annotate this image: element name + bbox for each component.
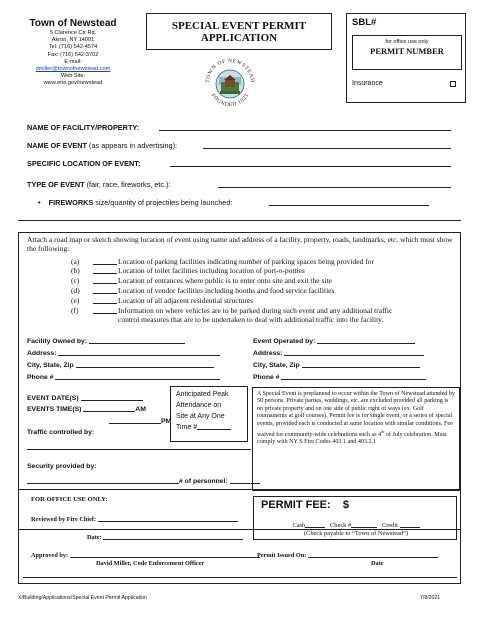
- event-type-field[interactable]: [218, 187, 451, 188]
- owner-city-row: [27, 361, 214, 369]
- review-date-label: Date:: [87, 534, 102, 541]
- permit-fee-box: [253, 496, 457, 540]
- town-seal-logo: [201, 56, 259, 108]
- town-tel: Tel: (716) 542-4574: [48, 44, 98, 51]
- map-item-blank[interactable]: [93, 277, 117, 284]
- town-address-line1: 5 Clarence Ctr Rd.: [49, 30, 97, 36]
- map-item-letter: (b): [71, 266, 80, 275]
- owner-address-label: Address:: [27, 350, 57, 357]
- operator-address-field[interactable]: [284, 349, 424, 356]
- office-use-box: [352, 35, 462, 70]
- map-item-text: Location of vendor facilities including booths and food service facilities: [118, 286, 335, 295]
- owner-city-label: City, State, Zip: [27, 362, 74, 369]
- operator-address-label: Address:: [253, 350, 283, 357]
- event-time-pm-field[interactable]: [109, 417, 161, 424]
- facility-label: NAME OF FACILITY/PROPERTY:: [27, 123, 140, 132]
- footer-date: 7/8/2021: [420, 595, 441, 601]
- security-field[interactable]: [27, 477, 179, 484]
- town-info: [18, 18, 128, 88]
- fireworks-note: size/quantity of projectiles being launched:: [95, 198, 233, 207]
- check-label: Check #: [330, 522, 352, 529]
- map-item-f-continued: control measures that are to be undertaken to deal with additional traffic into the facility.: [118, 315, 384, 324]
- map-item-letter: (d): [71, 286, 80, 295]
- map-item-blank[interactable]: [93, 258, 117, 265]
- insurance-checkbox[interactable]: [450, 81, 456, 87]
- peak-line4-row: [176, 422, 247, 433]
- owner-address-field[interactable]: [58, 349, 220, 356]
- event-dates-field[interactable]: [81, 394, 143, 401]
- personnel-row: [27, 477, 260, 485]
- operator-phone-field[interactable]: [281, 373, 426, 380]
- officer-name: David Miller, Code Enforcement Officer: [96, 560, 205, 567]
- peak-line1: Anticipated Peak: [176, 391, 229, 398]
- town-fax: Fax: (716) 542-3702: [47, 51, 99, 58]
- map-item-f: [71, 306, 392, 315]
- event-time-pm-row: [109, 417, 171, 425]
- separator-line: [18, 220, 461, 221]
- operator-city-field[interactable]: [302, 361, 420, 368]
- operator-phone-row: [253, 373, 426, 381]
- map-item-text: Information on where vehicles are to be parked during such event and any additional traffic: [118, 306, 393, 315]
- form-title-box: [146, 13, 332, 50]
- insurance-label: Insurance: [352, 80, 383, 87]
- sbl-label: SBL#: [352, 17, 377, 28]
- form-title-line2: APPLICATION: [200, 32, 278, 44]
- cash-label: Cash: [292, 522, 306, 529]
- am-label: AM: [135, 406, 146, 413]
- map-item-a: [71, 257, 374, 266]
- fireworks-title: FIREWORKS: [48, 198, 94, 207]
- peak-line3: Site at Any One: [176, 413, 225, 420]
- peak-line4: Time #: [176, 424, 198, 431]
- map-item-blank[interactable]: [93, 297, 117, 304]
- event-type-label: [27, 180, 171, 189]
- map-item-text: Location of toilet facilities including location of port-o-potties: [118, 266, 305, 275]
- location-label: SPECIFIC LOCATION OF EVENT:: [27, 159, 141, 168]
- owner-phone-field[interactable]: [55, 373, 220, 380]
- operated-by-row: [253, 337, 415, 345]
- operator-city-row: [253, 361, 420, 369]
- event-type-note: (fair, race, fireworks, etc.):: [86, 180, 171, 189]
- review-date-field[interactable]: [103, 533, 243, 540]
- traffic-field[interactable]: [27, 449, 251, 450]
- credit-label: Credit: [381, 522, 398, 529]
- event-times-row: [27, 405, 146, 413]
- map-item-blank[interactable]: [93, 287, 117, 294]
- peak-line2: Attendance on: [176, 402, 222, 409]
- event-name-field[interactable]: [203, 148, 451, 149]
- map-item-blank[interactable]: [93, 267, 117, 274]
- personnel-label: # of personnel:: [179, 478, 228, 485]
- reviewed-row: [31, 515, 238, 523]
- office-bottom-line: [23, 577, 457, 578]
- email-label: E-mail:: [64, 58, 82, 65]
- approved-label: Approved by:: [31, 552, 69, 559]
- reviewed-label: Reviewed by Fire Chief:: [31, 516, 97, 523]
- permit-fee-label: PERMIT FEE:: [261, 499, 331, 511]
- event-dates-row: [27, 394, 143, 402]
- operated-by-field[interactable]: [317, 337, 415, 344]
- map-item-text: Location of all adjacent residential structures: [118, 296, 254, 305]
- office-use-label: for office use only: [385, 39, 429, 45]
- event-times-label: EVENTS TIME(S): [27, 406, 82, 413]
- map-item-d: [71, 286, 334, 295]
- approved-row: [31, 551, 260, 559]
- map-item-c: [71, 276, 332, 285]
- operator-phone-label: Phone #: [253, 374, 280, 381]
- issued-label: Permit Issued On:: [257, 552, 307, 559]
- map-item-b: [71, 266, 305, 275]
- fireworks-field[interactable]: [269, 205, 429, 206]
- event-name-note: (as appears in advertising):: [89, 141, 178, 150]
- sbl-box: [346, 13, 466, 103]
- owner-phone-label: Phone #: [27, 374, 54, 381]
- web-link[interactable]: www.erie.gov/newstead: [43, 80, 103, 87]
- note-text-tail: of July celebration. Must comply with NY S Fire Codes 403.1 and 403.2.1: [257, 432, 447, 446]
- web-label: Web Site:: [60, 73, 86, 80]
- reviewed-field[interactable]: [98, 515, 238, 522]
- issued-field[interactable]: [308, 551, 438, 558]
- operator-address-row: [253, 349, 424, 357]
- fireworks-label: [38, 198, 232, 207]
- event-type-title: TYPE OF EVENT: [27, 180, 85, 189]
- map-item-letter: (a): [71, 257, 80, 266]
- event-name-title: NAME OF EVENT: [27, 141, 87, 150]
- check-number-field[interactable]: [351, 521, 377, 528]
- peak-attendance-box: [170, 386, 248, 442]
- map-item-e: [71, 296, 253, 305]
- issued-date-label: Date: [371, 560, 384, 567]
- facility-field[interactable]: [159, 130, 451, 131]
- check-payable-note: (Check payable to “Town of Newstead”): [303, 530, 409, 537]
- security-label: Security provided by:: [27, 463, 97, 470]
- map-item-text: Location of entrances where public is to enter onto site and exit the site: [118, 276, 332, 285]
- note-superscript: th: [381, 429, 385, 435]
- town-address-line2: Akron, NY 14001: [51, 37, 95, 44]
- map-item-text: Location of parking facilities indicating number of parking spaces being provided for: [118, 257, 374, 266]
- special-event-note: [252, 387, 460, 491]
- approved-field[interactable]: [70, 551, 260, 558]
- issued-row: [257, 551, 438, 559]
- map-item-blank[interactable]: [93, 307, 117, 314]
- owner-city-field[interactable]: [76, 361, 214, 368]
- note-text: A Special Event is preplanned to occur within the Town of Newstead attended by 50 persons. Private parties, weddings, etc. are excluded provided all parking is on private property and on one side of public right of ways (ex. Golf tournaments at golf courses). Permit fee is for single event, or a series of special events, provided each is conducted at same location with similar conditions. Fee waived for community-wide celebrations such as 4: [257, 391, 455, 439]
- map-item-letter: (f): [71, 306, 79, 315]
- office-use-header: FOR OFFICE USE ONLY:: [31, 496, 108, 503]
- bullet-icon: •: [38, 198, 47, 207]
- svg-text:TOWN OF NEWSTEAD: TOWN OF NEWSTEAD: [204, 57, 256, 84]
- dollar-sign: $: [342, 499, 350, 511]
- payment-options: [254, 521, 458, 529]
- owner-address-row: [27, 349, 220, 357]
- map-item-letter: (e): [71, 296, 80, 305]
- town-name: Town of Newstead: [29, 18, 117, 29]
- pm-label: PM: [161, 418, 172, 425]
- email-link[interactable]: dmiller@townofnewstead.com: [35, 66, 111, 73]
- owned-by-label: Facility Owned by:: [27, 338, 88, 345]
- svg-text:FOUNDED 1823: FOUNDED 1823: [209, 92, 251, 108]
- owned-by-field[interactable]: [89, 337, 185, 344]
- credit-field[interactable]: [400, 521, 420, 528]
- traffic-label: Traffic controlled by:: [27, 429, 95, 436]
- map-intro-text: Attach a road map or sketch showing location of event using name and address of a facility, property, roads, landmarks, etc. which must show the following:: [27, 235, 453, 253]
- event-dates-label: EVENT DATE(S): [27, 395, 79, 402]
- event-time-am-field[interactable]: [83, 405, 135, 412]
- form-title-line1: SPECIAL EVENT PERMIT: [171, 20, 307, 32]
- owned-by-row: [27, 337, 185, 345]
- event-name-label: [27, 141, 177, 150]
- cash-field[interactable]: [305, 521, 325, 528]
- footer-path: X/Building/Applications/Special Event Permit Application: [18, 595, 147, 601]
- permit-number-label: PERMIT NUMBER: [370, 46, 444, 56]
- map-item-letter: (c): [71, 276, 80, 285]
- peak-attendance-field[interactable]: [197, 423, 231, 430]
- owner-phone-row: [27, 373, 220, 381]
- location-field[interactable]: [170, 166, 451, 167]
- review-date-row: [87, 533, 243, 541]
- operator-city-label: City, State, Zip: [253, 362, 300, 369]
- operated-by-label: Event Operated by:: [253, 338, 316, 345]
- permit-fee-title: [261, 499, 349, 511]
